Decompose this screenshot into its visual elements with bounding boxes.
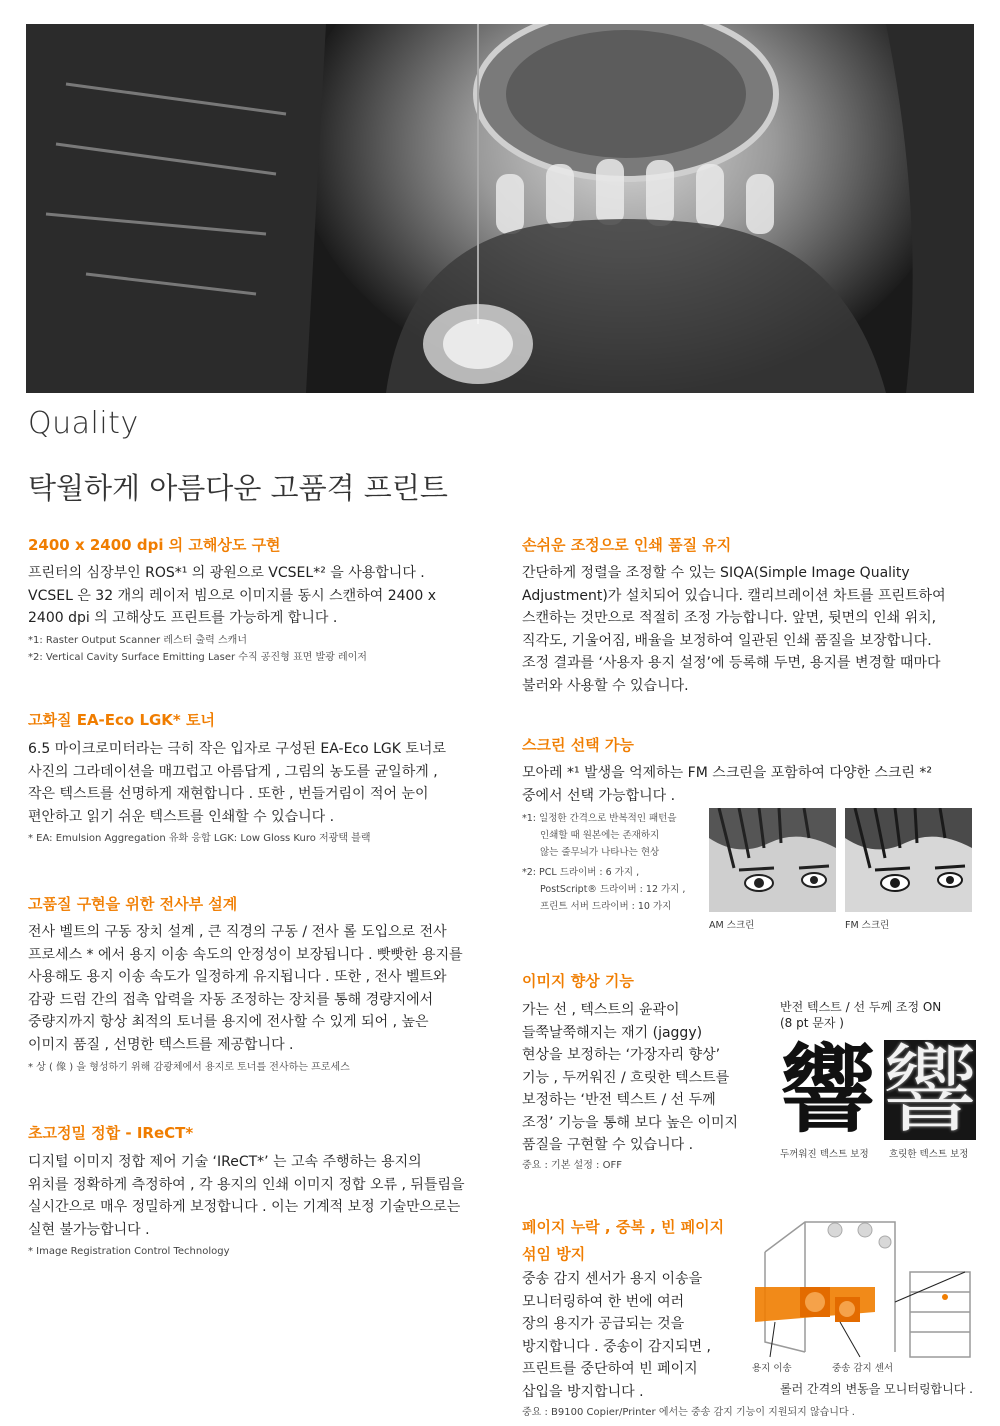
body-line: 편안하고 읽기 쉬운 텍스트를 인쇄할 수 있습니다 . <box>28 808 335 825</box>
am-screen-caption: AM 스크린 <box>709 920 755 931</box>
footnote: 않는 줄무늬가 나타나는 현상 <box>540 847 660 858</box>
footnote: 프린트 서버 드라이버 : 10 가지 <box>540 901 672 912</box>
section-body-toner <box>28 738 446 828</box>
cathedral-dome-photo <box>26 24 974 393</box>
body-line: 감광 드럼 간의 접촉 압력을 자동 조정하는 장치를 통해 경량지에서 <box>28 991 434 1008</box>
section-heading-siqa: 손쉬운 조정으로 인쇄 품질 유지 <box>522 536 732 554</box>
section-heading-screen: 스크린 선택 가능 <box>522 736 634 754</box>
body-line: VCSEL 은 32 개의 레이저 빔으로 이미지를 동시 스캔하여 2400 x <box>28 587 437 604</box>
body-line: 불러와 사용할 수 있습니다. <box>522 677 689 694</box>
section-body-enhance <box>522 999 738 1157</box>
body-line: 6.5 마이크로미터라는 극히 작은 입자로 구성된 EA-Eco LGK 토너로 <box>28 741 446 757</box>
body-line: 이미지 품질 , 선명한 텍스트를 제공합니다 . <box>28 1036 294 1053</box>
heading-line: 페이지 누락 , 중복 , 빈 페이지 <box>522 1218 725 1236</box>
body-line: 조정 결과를 ‘사용자 용지 설정’에 등록해 두면, 용지를 변경할 때마다 <box>522 655 941 671</box>
section-heading-multifeed <box>522 1214 724 1268</box>
section-body-multifeed <box>522 1268 711 1403</box>
am-screen-image <box>709 808 836 912</box>
body-line: 프린터의 심장부인 ROS*¹ 의 광원으로 VCSEL*² 을 사용합니다 . <box>28 565 425 581</box>
body-line: Adjustment)가 설치되어 있습니다. 캘리브레이션 차트를 프린트하여 <box>522 587 946 604</box>
section-heading-resolution: 2400 x 2400 dpi 의 고해상도 구현 <box>28 536 281 554</box>
diagram-caption: 롤러 간격의 변동을 모니터링합니다 . <box>780 1382 973 1396</box>
body-line: 모아레 *¹ 발생을 억제하는 FM 스크린을 포함하여 다양한 스크린 *² <box>522 765 932 781</box>
side-label-line: (8 pt 문자 ) <box>780 1016 844 1030</box>
footnote: PostScript® 드라이버 : 12 가지 , <box>540 884 686 895</box>
footnotes-screen <box>522 810 707 915</box>
thick-text-caption: 두꺼워진 텍스트 보정 <box>780 1149 869 1160</box>
blurred-text-caption: 흐릿한 텍스트 보정 <box>889 1149 969 1160</box>
footnote: *2: PCL 드라이버 : 6 가지 , <box>522 867 640 878</box>
thick-text-sample: 響 <box>780 1033 876 1146</box>
body-line: 사용해도 용지 이송 속도가 일정하게 유지됩니다 . 또한 , 전사 벨트와 <box>28 969 447 985</box>
body-line: 모니터링하여 한 번에 여러 <box>522 1293 685 1310</box>
body-line: 들쭉날쭉해지는 재기 (jaggy) <box>522 1024 703 1041</box>
footnote-transfer: * 상 ( 像 ) 을 형성하기 위해 감광체에서 용지로 토너를 전사하는 프로세스 <box>28 1062 350 1073</box>
footnote: 인쇄할 때 원본에는 존재하지 <box>540 830 660 841</box>
section-heading-irect: 초고정밀 정합 - IReCT* <box>28 1124 194 1142</box>
section-body-irect <box>28 1151 465 1241</box>
enhance-side-label <box>780 999 941 1031</box>
body-line: 사진의 그라데이션을 매끄럽고 아름답게 , 그림의 농도를 균일하게 , <box>28 763 438 780</box>
body-line: 프로세스 * 에서 용지 이송 속도의 안정성이 보장됩니다 . 빳빳한 용지를 <box>28 946 463 963</box>
body-line: 방지합니다 . 중송이 감지되면 , <box>522 1338 711 1355</box>
side-label-line: 반전 텍스트 / 선 두께 조정 ON <box>780 1000 942 1014</box>
body-line: 조정’ 기능을 통해 보다 높은 이미지 <box>522 1114 739 1131</box>
body-line: 작은 텍스트를 선명하게 재현합니다 . 또한 , 번들거림이 적어 눈이 <box>28 786 429 802</box>
section-heading-enhance: 이미지 향상 기능 <box>522 972 634 990</box>
body-line: 프린트를 중단하여 빈 페이지 <box>522 1361 698 1377</box>
body-line: 가는 선 , 텍스트의 윤곽이 <box>522 1002 680 1018</box>
footnotes-resolution <box>28 632 367 666</box>
heading-line: 섞임 방지 <box>522 1245 586 1263</box>
body-line: 중량지까지 항상 최적의 토너를 용지에 전사할 수 있게 되어 , 높은 <box>28 1014 429 1030</box>
body-line: 2400 dpi 의 고해상도 프린트를 가능하게 합니다 . <box>28 610 338 626</box>
body-line: 실시간으로 매우 정밀하게 보정합니다 . 이는 기계적 보정 기술만으로는 <box>28 1199 461 1215</box>
body-line: 장의 용지가 공급되는 것을 <box>522 1316 685 1332</box>
body-line: 위치를 정확하게 측정하여 , 각 용지의 인쇄 이미지 정합 오류 , 뒤틀림을 <box>28 1176 465 1193</box>
page-title: Quality <box>28 406 139 441</box>
body-line: 간단하게 정렬을 조정할 수 있는 SIQA(Simple Image Quality <box>522 565 910 581</box>
footnote: *2: Vertical Cavity Surface Emitting Laser 수직 공진형 표면 발광 레이저 <box>28 652 367 663</box>
section-body-screen <box>522 762 932 807</box>
section-body-transfer <box>28 921 463 1056</box>
body-line: 삽입을 방지합니다 . <box>522 1383 644 1400</box>
note-enhance: 중요 : 기본 설정 : OFF <box>522 1160 622 1171</box>
body-line: 스캔하는 것만으로 적절히 조정 가능합니다. 앞면, 뒷면의 인쇄 위치, <box>522 610 937 626</box>
footnote-irect: * Image Registration Control Technology <box>28 1246 230 1257</box>
section-heading-toner: 고화질 EA-Eco LGK* 토너 <box>28 711 215 729</box>
paper-feed-diagram <box>745 1212 975 1362</box>
paper-feed-label: 용지 이송 <box>752 1363 792 1374</box>
section-heading-transfer: 고품질 구현을 위한 전사부 설계 <box>28 895 238 913</box>
body-line: 전사 벨트의 구동 장치 설계 , 큰 직경의 구동 / 전사 롤 도입으로 전사 <box>28 924 447 940</box>
section-body-siqa <box>522 562 946 697</box>
body-line: 디지털 이미지 정합 제어 기술 ‘IReCT*’ 는 고속 주행하는 용지의 <box>28 1154 422 1170</box>
body-line: 기능 , 두꺼워진 / 흐릿한 텍스트를 <box>522 1069 730 1086</box>
footnote: *1: 일정한 간격으로 반복적인 패턴을 <box>522 813 677 824</box>
hero-image <box>26 24 974 393</box>
body-line: 중에서 선택 가능합니다 . <box>522 787 676 804</box>
sensor-label: 중송 감지 센서 <box>832 1363 894 1374</box>
body-line: 현상을 보정하는 ‘가장자리 향상’ <box>522 1047 721 1063</box>
body-line: 보정하는 ‘반전 텍스트 / 선 두께 <box>522 1092 716 1108</box>
footnote-toner: * EA: Emulsion Aggregation 유화 응합 LGK: Low Gloss Kuro 저광택 블랙 <box>28 833 371 844</box>
body-line: 중송 감지 센서가 용지 이송을 <box>522 1271 703 1287</box>
page-subtitle: 탁월하게 아름다운 고품격 프린트 <box>28 471 448 505</box>
blurred-text-sample: 響 <box>882 1034 978 1146</box>
note-multifeed: 중요 : B9100 Copier/Printer 에서는 중송 감지 기능이 지원되지 않습니다 . <box>522 1407 855 1418</box>
body-line: 직각도, 기울어짐, 배율을 보정하여 일관된 인쇄 품질을 보장합니다. <box>522 632 932 649</box>
footnote: *1: Raster Output Scanner 레스터 출력 스캐너 <box>28 635 247 646</box>
body-line: 실현 불가능합니다 . <box>28 1221 150 1238</box>
fm-screen-caption: FM 스크린 <box>845 920 890 931</box>
fm-screen-image <box>845 808 972 912</box>
body-line: 품질을 구현할 수 있습니다 . <box>522 1137 694 1153</box>
section-body-resolution <box>28 562 436 630</box>
